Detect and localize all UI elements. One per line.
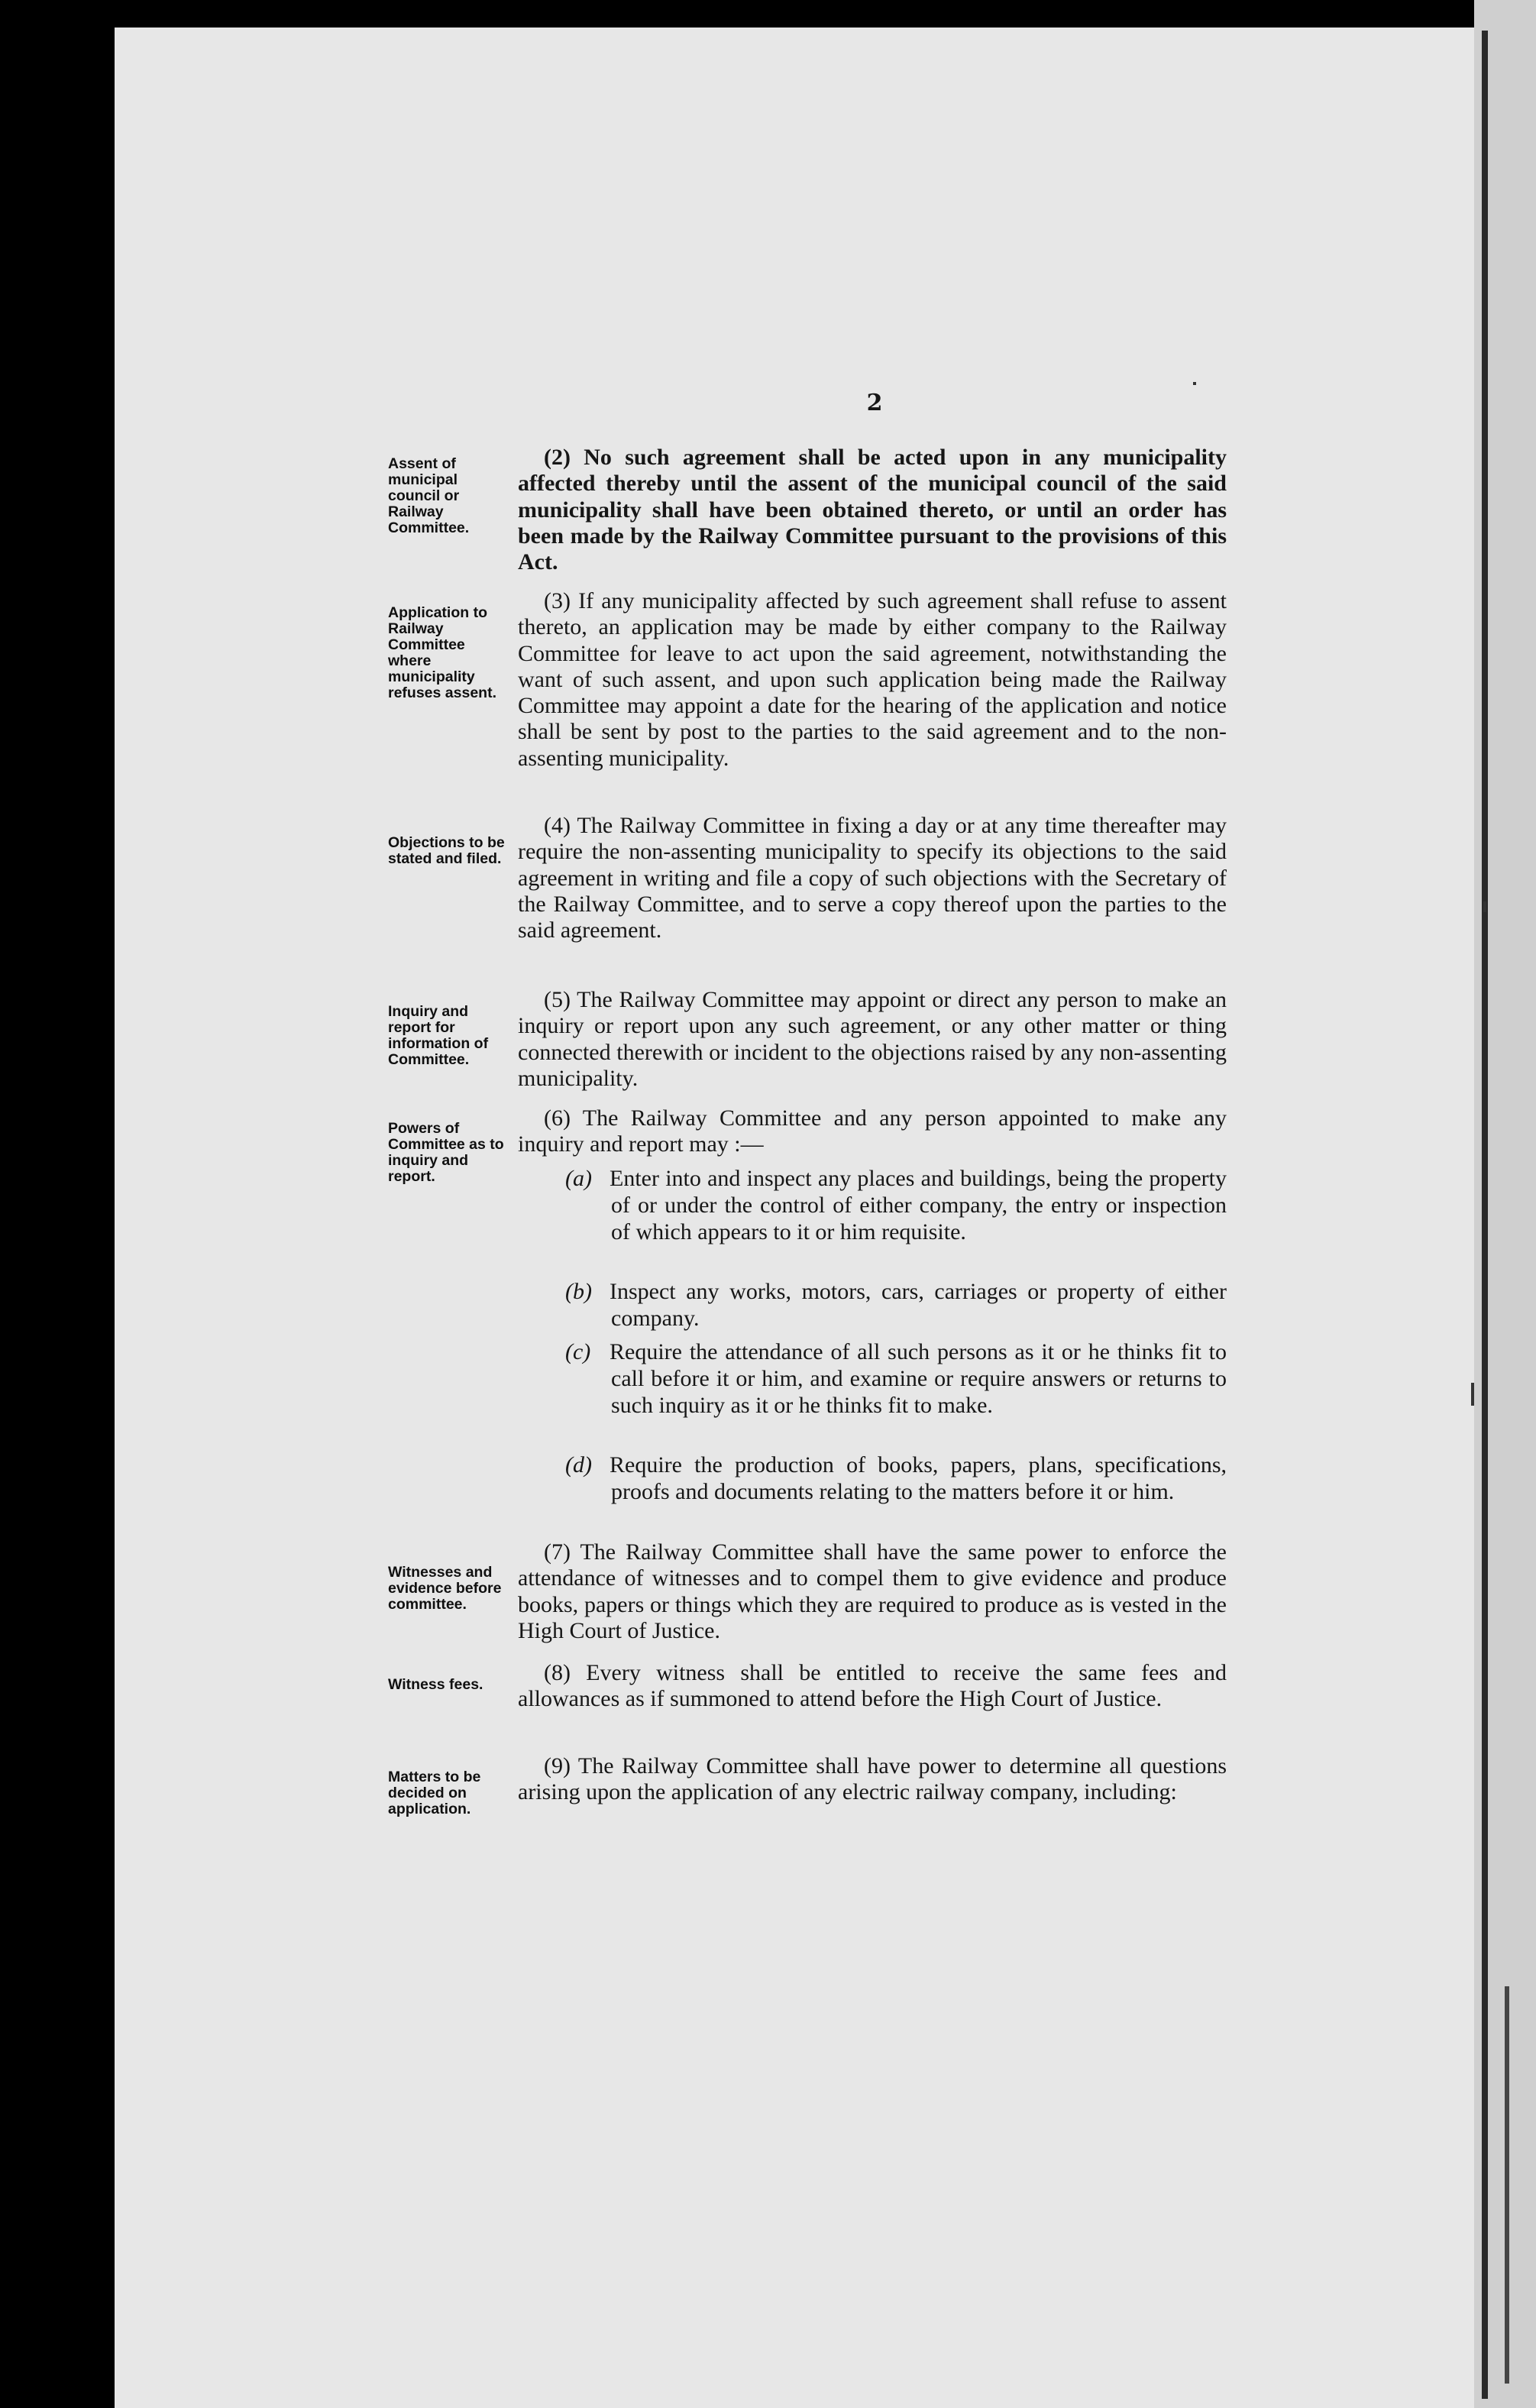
sidenote-witnesses: Witnesses and evidence before committee. — [388, 1564, 502, 1613]
scan-speck — [1193, 382, 1196, 385]
adjacent-page-edge — [1474, 0, 1536, 2408]
paragraph-8: (8) Every witness shall be entitled to receive the same fees and allowances as if summoned to attend before the High Court of Justice. — [518, 1660, 1227, 1712]
paragraph-5: (5) The Railway Committee may appoint or direct any person to make an inquiry or report upon any such agreement, or any other matter or thing connected therewith or incident to the objections raised by any non-assenting municipality. — [518, 987, 1227, 1091]
subclause-b: (b) Inspect any works, motors, cars, carriages or property of either company. — [565, 1279, 1227, 1331]
sidenote-objections: Objections to be stated and filed. — [388, 834, 505, 867]
paragraph-6: (6) The Railway Committee and any person appointed to make any inquiry and report may :— — [518, 1105, 1227, 1157]
subclause-d: (d) Require the production of books, papers, plans, specifications, proofs and documents relating to the matters before it or him. — [565, 1452, 1227, 1504]
subclause-c: (c) Require the attendance of all such persons as it or he thinks fit to call before it or him, and examine or require answers or returns to such inquiry as it or he thinks fit to make. — [565, 1339, 1227, 1418]
subclause-a: (a) Enter into and inspect any places and buildings, being the property of or under the control of either company, the entry or inspection of which appears to it or him requisite. — [565, 1166, 1227, 1244]
sidenote-application: Application to Railway Committee where municipality refuses assent. — [388, 604, 496, 701]
page-number: 2 — [866, 390, 883, 416]
page-edge-shadow — [1505, 1986, 1509, 2384]
sidenote-assent: Assent of municipal council or Railway Committee. — [388, 455, 470, 536]
sidenote-witness-fees: Witness fees. — [388, 1676, 483, 1693]
sidenote-inquiry: Inquiry and report for information of Committee. — [388, 1003, 489, 1068]
paragraph-2: (2) No such agreement shall be acted upon in any municipality affected thereby until the assent of the municipal council of the said municipality shall have been obtained thereto, or until an order has been made by the Railway Committee pursuant to the provisions of this Act. — [518, 445, 1227, 575]
paragraph-4: (4) The Railway Committee in fixing a day or at any time thereafter may require the non-assenting municipality to specify its objections to the said agreement in writing and file a copy of such objections with the Secretary of the Railway Committee, and to serve a copy thereof upon the parties to the said agreement. — [518, 813, 1227, 943]
paragraph-3: (3) If any municipality affected by such agreement shall refuse to assent thereto, an application may be made by either company to the Railway Committee for leave to act upon the said agreement, notwithstanding the want of such assent, and upon such application being made the Railway Committee may appoint a date for the hearing of the application and notice shall be sent by post to the parties to the said agreement and to the non-assenting municipality. — [518, 588, 1227, 771]
sidenote-matters: Matters to be decided on application. — [388, 1769, 481, 1817]
scan-speck — [1471, 1383, 1474, 1406]
page-edge-line — [1482, 31, 1488, 2399]
paragraph-9: (9) The Railway Committee shall have power to determine all questions arising upon the application of any electric railway company, including: — [518, 1753, 1227, 1805]
scan-speck — [1483, 901, 1486, 912]
paragraph-7: (7) The Railway Committee shall have the same power to enforce the attendance of witnesses and to compel them to give evidence and produce books, papers or things which they are required to produce as is vested in the High Court of Justice. — [518, 1539, 1227, 1643]
sidenote-powers: Powers of Committee as to inquiry and report. — [388, 1120, 504, 1185]
